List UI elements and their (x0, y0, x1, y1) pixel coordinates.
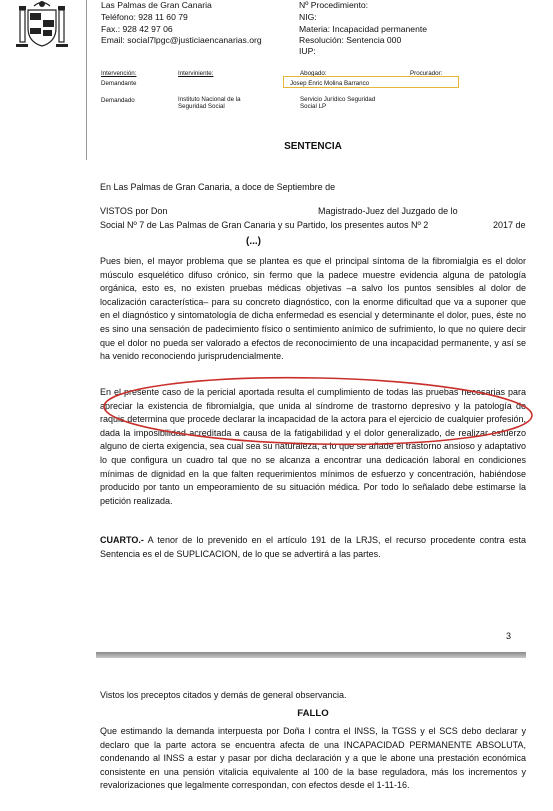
row2-interviniente-2: Seguridad Social (178, 103, 225, 110)
col-abogado: Abogado: (300, 70, 327, 77)
nig-label: NIG: (299, 12, 317, 22)
red-highlight-ellipse (100, 374, 536, 452)
col-interviniente: Interviniente: (178, 70, 214, 77)
vistos-preceptos: Vistos los preceptos citados y demás de general observancia. (100, 690, 347, 700)
resolucion-label: Resolución: Sentencia 000 (299, 35, 402, 45)
header-divider (86, 0, 87, 160)
court-name: Las Palmas de Gran Canaria (101, 0, 212, 10)
vistos-line1-a: VISTOS por Don (100, 206, 168, 216)
paragraph-cuarto (100, 534, 526, 561)
procedimiento-label: Nº Procedimiento: (299, 0, 369, 10)
place-date: En Las Palmas de Gran Canaria, a doce de Septiembre de (100, 182, 336, 192)
col-intervencion: Intervención: (101, 70, 137, 77)
coat-of-arms-emblem (14, 0, 70, 50)
vistos-line2-b: 2017 de (493, 220, 526, 230)
row1-abogado: Josep Enric Molina Barranco (290, 80, 370, 87)
page-separator (96, 652, 526, 658)
row2-interviniente-1: Instituto Nacional de la (178, 96, 241, 103)
row1-role: Demandante (101, 80, 137, 87)
row2-abogado-2: Social LP (300, 103, 327, 110)
col-procurador: Procurador: (410, 70, 443, 77)
sentence-title: SENTENCIA (284, 141, 342, 152)
court-phone: Teléfono: 928 11 60 79 (101, 12, 188, 22)
cuarto-text: A tenor de lo prevenido en el artículo 191 de la LRJS, el recurso procedente contra esta Sentencia es el de SUPLICACION, de lo que se advertirá a las partes. (100, 535, 526, 559)
materia-label: Materia: Incapacidad permanente (299, 24, 428, 34)
paragraph-fibromyalgia-general: Pues bien, el mayor problema que se plantea es que el principal síntoma de la fibromialgia es el dolor músculo esquelético difuso crónico, sin fermo que la padece muestre evidencia alguna de patología orgánica, esto es, no existen pruebas médicas objetivas –a salvo los puntos sensibles al dolor de localización característica– para su concreto diagnóstico, con la enorme dificultad que va a suponer que en el diagnóstico y sintomatología de dicha enfermedad es esencial y determinante el dolor, pues, éste no es sino una sensación de padecimiento físico o sentimiento anímico de sufrimiento, lo que no quiere decir que el dolor no pueda ser valorado a efectos de reconocimiento de una incapacidad permanente, y así se ha venido reconociendo jurisprudencialmente. (100, 256, 526, 362)
court-fax: Fax.: 928 42 97 06 (101, 24, 173, 34)
court-email: Email: social7lpgc@justiciaencanarias.org (101, 35, 262, 45)
omission-ellipsis: (...) (246, 236, 261, 247)
page-number: 3 (506, 631, 512, 641)
fallo-paragraph: Que estimando la demanda interpuesta por Doña I contra el INSS, la TGSS y el SCS debo declarar y declaro que la parte actora se encuentra afecta de una INCAPACIDAD PERMANENTE ABSOLUTA, condenando al INSS a estar y pasar por dicha declaración y a que le abone una prestación económica consistente en una pensión vitalicia equivalente al 100 de la base reguladora, más los incrementos y revalorizaciones que legalmente correspondan, con efectos desde el 1-11-16. (100, 726, 526, 791)
cuarto-label: CUARTO.- (100, 535, 144, 545)
iup-label: IUP: (299, 46, 316, 56)
fallo-title: FALLO (297, 708, 329, 719)
row2-abogado-1: Servicio Jurídico Seguridad (300, 96, 376, 103)
paragraph-fibromyalgia-case: En el presente caso de la pericial aportada resulta el cumplimiento de todas las pruebas necesarias para apreciar la existencia de fibromialgia, que unida al síndrome de trastorno depresivo y la patología de raquis determina que procede declarar la incapacidad de la actora para el ejercicio de cualquier profesión, dada la imposibilidad acreditada a causa de la fatigabilidad y el dolor generalizado, de realizar esfuerzo alguno de cierta exigencia, sea cual sea su naturaleza, a lo que se añade el trastorno ansioso y adaptativo lo que configura un cuadro tal que no se alcanza a encontrar una dedicación laboral en condiciones mínimas de dignidad en la que falten requerimientos mínimos de esfuerzo y concentración, habiéndose producido por tanto un empeoramiento de su situación médica. Por todo lo señalado debe estimarse la petición realizada. (100, 387, 526, 506)
vistos-line2-a: Social Nº 7 de Las Palmas de Gran Canaria y su Partido, los presentes autos Nº 2 (100, 220, 429, 230)
row2-role: Demandado (101, 97, 135, 104)
vistos-line1-b: Magistrado-Juez del Juzgado de lo (318, 206, 458, 216)
